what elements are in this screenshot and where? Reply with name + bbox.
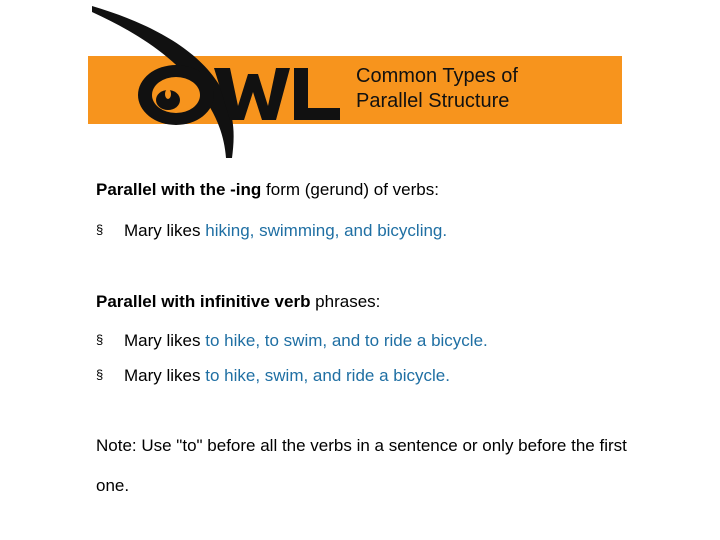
section-heading-infinitive (96, 292, 380, 312)
list-item (96, 331, 488, 351)
slide-title (356, 64, 616, 114)
owl-logo-icon (86, 2, 346, 160)
bullet-mark: § (96, 222, 104, 237)
heading-rest: phrases: (310, 292, 381, 311)
bullet-lead: Mary likes (124, 366, 206, 385)
list-item (96, 366, 450, 386)
title-line-2: Parallel Structure (356, 90, 510, 112)
bullet-mark: § (96, 332, 104, 347)
title-line-1: Common Types of (356, 65, 518, 87)
list-item (96, 221, 447, 241)
section-heading-gerund (96, 180, 439, 200)
note-text: Note: Use "to" before all the verbs in a sentence or only before the first one. (96, 436, 627, 495)
bullet-lead: Mary likes (124, 331, 206, 350)
bullet-highlight: to hike, swim, and ride a bicycle. (205, 366, 450, 385)
bullet-highlight: hiking, swimming, and bicycling. (205, 221, 448, 240)
heading-rest: form (gerund) of verbs: (261, 180, 439, 199)
bullet-lead: Mary likes (124, 221, 206, 240)
heading-bold: Parallel with infinitive verb (96, 292, 311, 311)
bullet-mark: § (96, 367, 104, 382)
heading-bold: Parallel with the -ing (96, 180, 262, 199)
bullet-highlight: to hike, to swim, and to ride a bicycle. (205, 331, 488, 350)
